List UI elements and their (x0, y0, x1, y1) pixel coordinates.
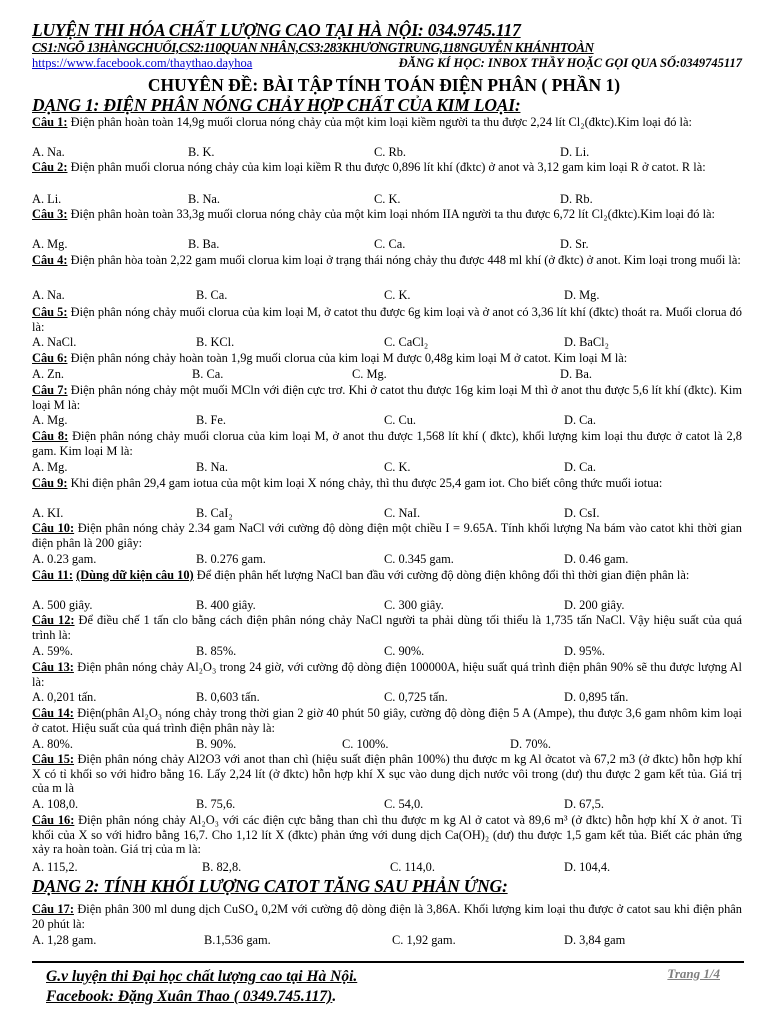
question-text: Điện phân nóng chảy hoàn toàn 1,9g muối clorua của kim loại M được 0,48g kim loại M ở catot. Kim loại M là: (67, 351, 628, 365)
question-label: Câu 9: (32, 476, 68, 490)
option-b: B. KCl. (196, 335, 235, 349)
question-text: Điện phân nóng chảy Al₂O₃ trong 24 giờ, với cường độ dòng điện 100000A, hiệu suất quá trình điện phân 90% sẽ thu được lượng Al là: (32, 660, 743, 689)
options-6 (32, 367, 742, 382)
topic-title: CHUYÊN ĐỀ: BÀI TẬP TÍNH TOÁN ĐIỆN PHÂN ( PHẦN 1) (147, 75, 621, 95)
section-2-title: DẠNG 2: TÍNH KHỐI LƯỢNG CATOT TĂNG SAU PHẢN ỨNG: (32, 876, 508, 896)
header-title: LUYỆN THI HÓA CHẤT LƯỢNG CAO TẠI HÀ NỘI: 034.9745.117 (32, 20, 521, 40)
options-11 (32, 598, 742, 613)
question-8 (32, 429, 742, 458)
question-label: Câu 11: (32, 568, 73, 582)
option-c: C. Rb. (374, 145, 407, 159)
question-9 (32, 476, 742, 491)
question-label: Câu 4: (32, 253, 68, 267)
option-c: C. 300 giây. (384, 598, 444, 612)
option-a: A. 0,201 tấn. (32, 690, 97, 704)
header-addresses: CS1:NGÕ 13HÀNGCHUỐI,CS2:110QUAN NHÂN,CS3:283KHƯƠNGTRUNG,118NGUYỄN KHÁNHTOÀN (32, 40, 594, 55)
option-d: D. 200 giây. (564, 598, 625, 612)
options-16 (32, 860, 742, 875)
option-b: B. Na. (196, 460, 229, 474)
option-b: B. K. (188, 145, 215, 159)
option-a: A. 80%. (32, 737, 73, 751)
footer-divider (32, 961, 744, 963)
question-1 (32, 115, 742, 130)
question-label: Câu 2: (32, 160, 68, 174)
options-12 (32, 644, 742, 659)
question-6 (32, 351, 742, 366)
option-a: A. NaCl. (32, 335, 77, 349)
question-10 (32, 521, 742, 550)
option-b: B. Ca. (196, 288, 228, 302)
question-label: Câu 12: (32, 613, 75, 627)
question-text: Điện phân hoàn toàn 33,3g muối clorua nóng chảy của một kim loại nhóm IIA người ta thu được 6,72 lít Cl₂(đktc).Kim loại đó là: (67, 207, 715, 221)
options-7 (32, 413, 742, 428)
options-1 (32, 145, 742, 160)
option-c: C. NaI. (384, 506, 421, 520)
option-d: D. 3,84 gam (564, 933, 626, 947)
option-b: B. 0.276 gam. (196, 552, 266, 566)
option-d: D. 104,4. (564, 860, 611, 874)
options-14 (32, 737, 742, 752)
option-a: A. Na. (32, 288, 65, 302)
question-text: Điện phân nóng chảy 2.34 gam NaCl với cường độ dòng điện một chiều I = 9.65A. Tính khối lượng Na bám vào catot khi thời gian điện phân là 200 giây: (32, 521, 742, 550)
question-text: Điện(phân Al₂O₃ nóng chảy trong thời gian 2 giờ 40 phút 50 giây, cường độ dòng điện 5 A (Ampe), thu được 3,6 gam nhôm kim loại ở catot. Hiệu suất của quá trình điện phân này là: (32, 706, 742, 735)
option-d: D. 67,5. (564, 797, 604, 811)
footer-facebook-line (46, 988, 336, 1006)
question-label: Câu 13: (32, 660, 74, 674)
question-text: Điện phân nóng chảy Al₂O₃ với các điện cực bằng than chì thu được m kg Al ở catot và 89,6 m³ (ở đktc) hỗn hợp khí X ở anot. Tỉ khối của X so với hiđro bằng 16,7. Cho 1,12 lít X (đktc) phản ứng với dung dịch Ca(OH)₂ (dư) thu được 1,5 gam kết tủa. Biết các phản ứng xảy ra hoàn toàn. Giá trị của m là: (32, 813, 742, 857)
question-5 (32, 305, 742, 334)
option-a: A. 500 giây. (32, 598, 93, 612)
options-13 (32, 690, 742, 705)
option-a: A. Mg. (32, 413, 68, 427)
question-label: Câu 6: (32, 351, 68, 365)
option-b: B. 82,8. (202, 860, 242, 874)
registration-note: ĐĂNG KÍ HỌC: INBOX THẦY HOẶC GỌI QUA SỐ:0349745117 (398, 56, 742, 70)
option-d: D. 0.46 gam. (564, 552, 629, 566)
option-c: C. Mg. (352, 367, 387, 381)
option-a: A. Na. (32, 145, 65, 159)
question-text: Để điện phân hết lượng NaCl ban đầu với cường độ dòng điện không đổi thì thời gian điện phân là: (193, 568, 690, 582)
question-label: Câu 3: (32, 207, 68, 221)
option-a: A. Mg. (32, 460, 68, 474)
option-a: A. 115,2. (32, 860, 78, 874)
option-d: D. 0,895 tấn. (564, 690, 629, 704)
option-b: B. Fe. (196, 413, 226, 427)
option-b: B. Ca. (192, 367, 224, 381)
options-8 (32, 460, 742, 475)
question-7 (32, 383, 742, 412)
option-d: D. Mg. (564, 288, 600, 302)
options-17 (32, 933, 742, 948)
question-4 (32, 253, 742, 268)
question-label: Câu 8: (32, 429, 69, 443)
footer-teacher-line: G.v luyện thi Đại học chất lượng cao tại Hà Nội. (46, 968, 358, 985)
option-a: A. KI. (32, 506, 64, 520)
option-c: C. 114,0. (390, 860, 435, 874)
footer-facebook-prefix: Facebook: (46, 988, 118, 1005)
options-2 (32, 192, 742, 207)
option-c: C. 54,0. (384, 797, 424, 811)
option-d: D. Ca. (564, 460, 597, 474)
page-number: Trang 1/4 (667, 966, 720, 981)
question-label: Câu 1: (32, 115, 68, 129)
question-14 (32, 706, 742, 735)
option-c: C. Cu. (384, 413, 417, 427)
options-15 (32, 797, 742, 812)
question-label: Câu 17: (32, 902, 74, 916)
option-b: B. 75,6. (196, 797, 236, 811)
option-d: D. BaCl₂ (564, 335, 609, 349)
option-a: A. 1,28 gam. (32, 933, 97, 947)
question-text: Điện phân 300 ml dung dịch CuSO₄ 0,2M với cường độ dòng điện là 3,86A. Khối lượng kim loại thu được ở catot sau khi điện phân 20 phút là: (32, 902, 743, 931)
option-c: C. 100%. (342, 737, 389, 751)
question-text: Điện phân hoàn toàn 14,9g muối clorua nóng chảy của một kim loại kiềm người ta thu được 2,24 lít Cl₂(đktc).Kim loại đó là: (67, 115, 692, 129)
option-c: C. Ca. (374, 237, 406, 251)
option-d: D. Rb. (560, 192, 593, 206)
question-17 (32, 902, 742, 931)
option-c: C. 90%. (384, 644, 425, 658)
option-d: D. Ca. (564, 413, 597, 427)
footer-facebook-suffix: . (332, 988, 337, 1005)
options-5 (32, 335, 742, 350)
question-12 (32, 613, 742, 642)
option-c: C. 1,92 gam. (392, 933, 456, 947)
option-b: B. Ba. (188, 237, 220, 251)
option-a: A. Li. (32, 192, 62, 206)
option-b: B. 400 giây. (196, 598, 256, 612)
options-10 (32, 552, 742, 567)
option-a: A. 59%. (32, 644, 73, 658)
option-c: C. CaCl₂ (384, 335, 429, 349)
question-11 (32, 568, 742, 583)
footer-facebook-name: Đặng Xuân Thao ( 0349.745.117) (117, 988, 333, 1005)
option-d: D. Sr. (560, 237, 589, 251)
option-d: D. CsI. (564, 506, 600, 520)
question-text: Điện phân muối clorua nóng chảy của kim loại kiềm R thu được 0,896 lít khí (đktc) ở anot và 3,12 gam kim loại R ở catot. R là: (67, 160, 706, 174)
option-d: D. 95%. (564, 644, 605, 658)
option-c: C. K. (384, 460, 411, 474)
question-text: Điện phân nóng chảy muối clorua của kim loại M, ở catot thu được 6g kim loại và ở anot có 3,36 lít khí (đktc) thoát ra. Muối clorua đó là: (32, 305, 742, 334)
option-a: A. Mg. (32, 237, 68, 251)
question-text: Điện phân nóng chảy muối clorua của kim loại M, ở anot thu được 1,568 lít khí ( đktc), khối lượng kim loại thu được ở catot là 2,8 gam. Kim loại M là: (32, 429, 742, 458)
question-label: Câu 7: (32, 383, 68, 397)
option-b: B. Na. (188, 192, 221, 206)
question-data-reference: (Dùng dữ kiện câu 10) (76, 568, 194, 582)
question-label: Câu 14: (32, 706, 74, 720)
question-15 (32, 752, 742, 796)
question-text: Điện phân nóng chảy một muối MCln với điện cực trơ. Khi ở catot thu được 16g kim loại M thì ở anot thu được 5,6 lít khí (đktc). Kim loại M là: (32, 383, 742, 412)
question-label: Câu 5: (32, 305, 68, 319)
question-text: Điện phân hòa toàn 2,22 gam muối clorua kim loại ở trạng thái nóng chảy thu được 448 ml khí (ở đktc) ở anot. Kim loại trong muối là: (67, 253, 741, 267)
facebook-link[interactable]: https://www.facebook.com/thaythao.dayhoa (32, 56, 253, 70)
question-16 (32, 813, 742, 857)
option-b: B. 0,603 tấn. (196, 690, 260, 704)
option-d: D. Li. (560, 145, 590, 159)
question-3 (32, 207, 742, 222)
question-text: Điện phân nóng chảy Al2O3 với anot than chì (hiệu suất điện phân 100%) thu được m kg Al ởcatot và 67,2 m3 (ở đktc) hỗn hợp khí X có tỉ khối so với hiđro bằng 16. Lấy 2,24 lít (ở đktc) hỗn hợp khí X sục vào dung dịch nước vôi trong (dư) thu được 2 gam kết tủa. Giá trị của m là (32, 752, 742, 796)
option-c: C. K. (384, 288, 411, 302)
option-a: A. 0.23 gam. (32, 552, 97, 566)
option-d: D. 70%. (510, 737, 551, 751)
options-9 (32, 506, 742, 521)
option-b: B. CaI₂ (196, 506, 233, 520)
question-13 (32, 660, 742, 689)
option-b: B. 85%. (196, 644, 237, 658)
question-label: Câu 10: (32, 521, 75, 535)
option-c: C. 0.345 gam. (384, 552, 454, 566)
option-a: A. Zn. (32, 367, 65, 381)
section-1-title: DẠNG 1: ĐIỆN PHÂN NÓNG CHẢY HỢP CHẤT CỦA KIM LOẠI: (32, 95, 521, 115)
option-c: C. K. (374, 192, 401, 206)
option-a: A. 108,0. (32, 797, 79, 811)
question-label: Câu 15: (32, 752, 75, 766)
options-3 (32, 237, 742, 252)
question-label: Câu 16: (32, 813, 75, 827)
option-b: B. 90%. (196, 737, 237, 751)
question-text: Khi điện phân 29,4 gam iotua của một kim loại X nóng chảy, thì thu được 25,4 gam iot. Cho biết công thức muối iotua: (67, 476, 663, 490)
options-4 (32, 288, 742, 303)
header-contact-row (32, 56, 742, 71)
question-2 (32, 160, 742, 175)
question-text: Để điều chế 1 tấn clo bằng cách điện phân nóng chảy NaCl người ta phải dùng tối thiểu là 1,735 tấn NaCl. Vậy hiệu suất của quá trình là: (32, 613, 742, 642)
option-b: B.1,536 gam. (204, 933, 271, 947)
option-c: C. 0,725 tấn. (384, 690, 448, 704)
option-d: D. Ba. (560, 367, 593, 381)
